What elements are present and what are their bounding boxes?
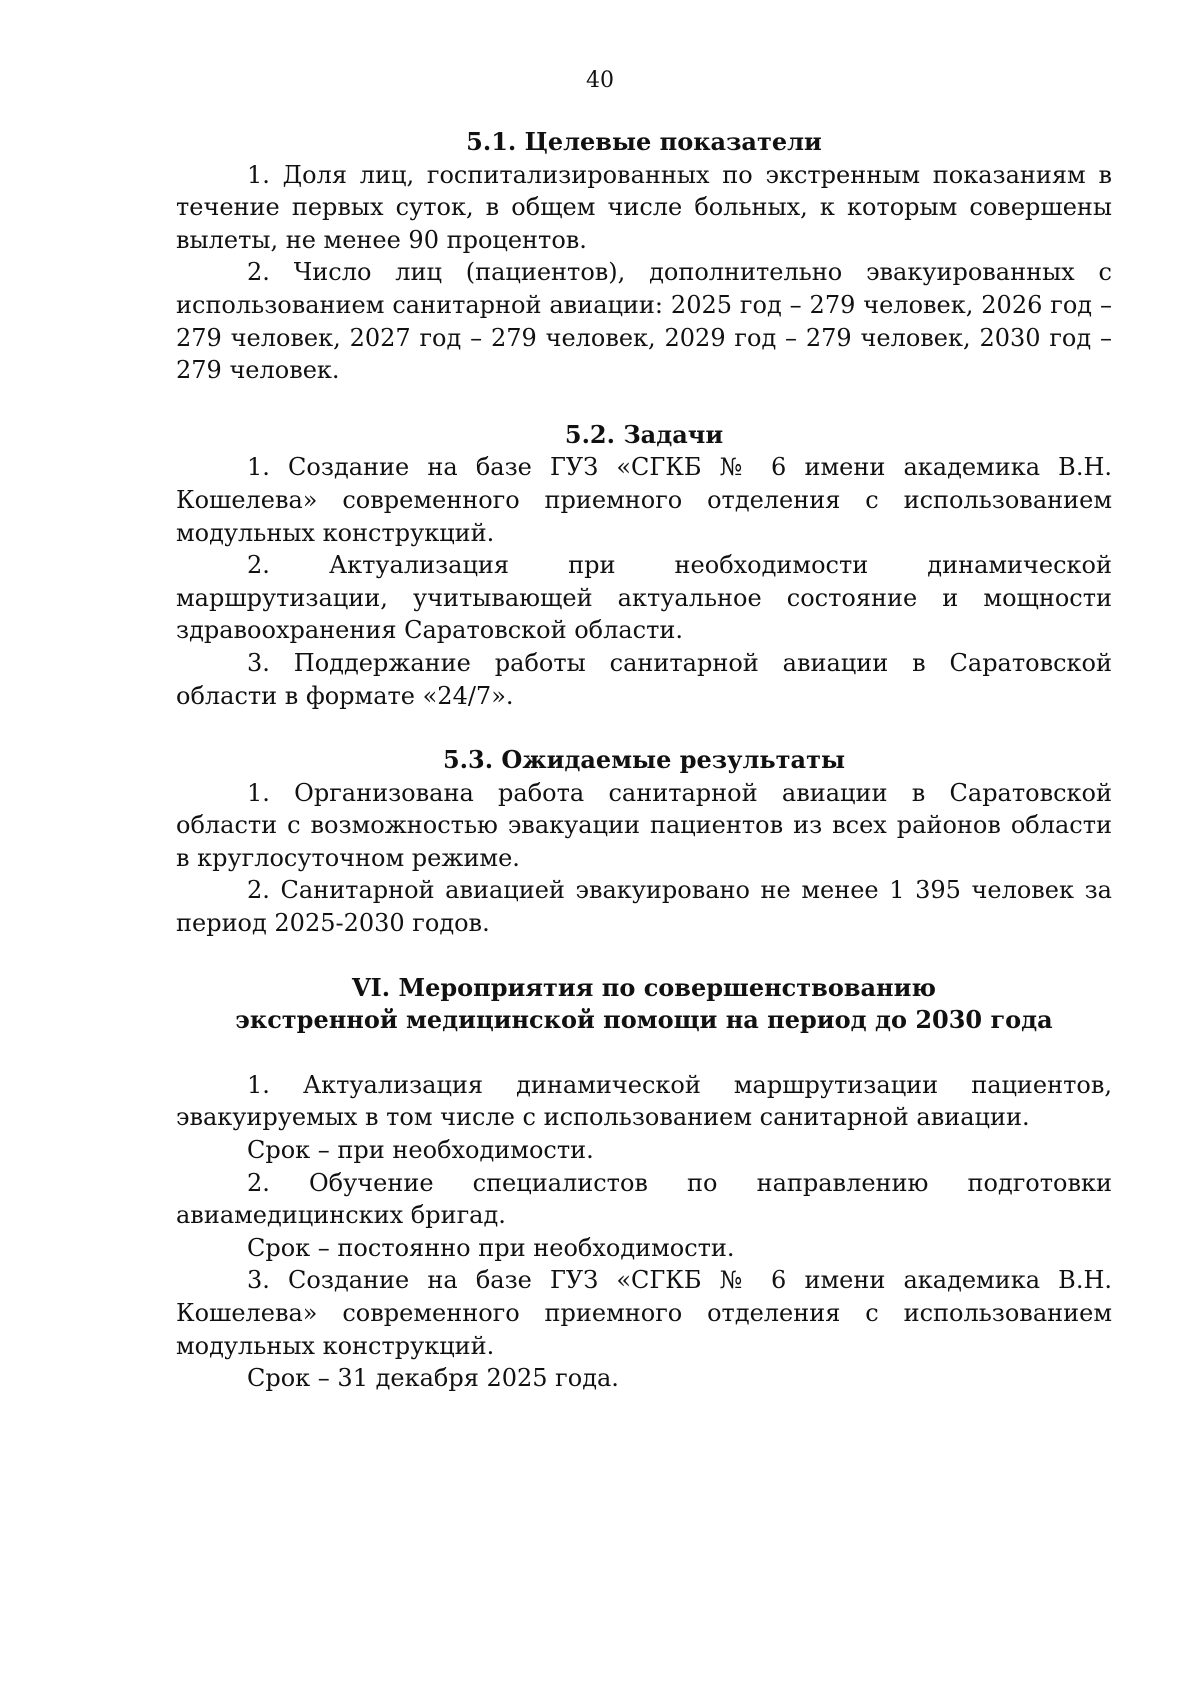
paragraph: 2. Актуализация при необходимости динамической маршрутизации, учитывающей актуальное состояние и мощности здравоохранения Саратовской области. (176, 551, 1112, 645)
section-heading-line: VI. Мероприятия по совершенствованию (351, 972, 937, 1002)
deadline-line: Срок – постоянно при необходимости. (247, 1233, 735, 1262)
paragraph: 3. Создание на базе ГУЗ «СГКБ № 6 имени академика В.Н. Кошелева» современного приемного отделения с использованием модульных конструкций. (176, 1266, 1112, 1360)
section-5-3 (176, 744, 1112, 940)
section-6-heading (176, 972, 1112, 1037)
paragraph: 1. Организована работа санитарной авиации в Саратовской области с возможностью эвакуации пациентов из всех районов области в круглосуточном режиме. (176, 778, 1112, 872)
section-5-1 (176, 126, 1112, 387)
paragraph: 1. Создание на базе ГУЗ «СГКБ № 6 имени академика В.Н. Кошелева» современного приемного отделения с использованием модульных конструкций. (176, 453, 1112, 547)
section-heading: 5.2. Задачи (564, 419, 724, 449)
page-number: 40 (586, 68, 614, 93)
section-heading: 5.1. Целевые показатели (466, 127, 822, 156)
section-5-2 (176, 419, 1112, 712)
paragraph: 2. Обучение специалистов по направлению подготовки авиамедицинских бригад. (176, 1168, 1112, 1230)
paragraph: 3. Поддержание работы санитарной авиации в Саратовской области в формате «24/7». (176, 648, 1112, 710)
section-6 (176, 972, 1112, 1395)
paragraph: 1. Актуализация динамической маршрутизации пациентов, эвакуируемых в том числе с использованием санитарной авиации. (176, 1070, 1112, 1132)
paragraph: 2. Число лиц (пациентов), дополнительно эвакуированных с использованием санитарной авиации: 2025 год – 279 человек, 2026 год – 279 человек, 2027 год – 279 человек, 2029 год – 279 человек, 2030 год – 279 человек. (176, 258, 1112, 385)
paragraph: 1. Доля лиц, госпитализированных по экстренным показаниям в течение первых суток, в общем числе больных, к которым совершены вылеты, не менее 90 процентов. (176, 160, 1112, 254)
document-body (176, 126, 1112, 1427)
deadline-line: Срок – при необходимости. (247, 1136, 594, 1165)
deadline-line: Срок – 31 декабря 2025 года. (247, 1364, 619, 1393)
paragraph: 2. Санитарной авиацией эвакуировано не менее 1 395 человек за период 2025-2030 годов. (176, 876, 1112, 938)
section-heading: 5.3. Ожидаемые результаты (442, 745, 846, 775)
section-heading-line: экстренной медицинской помощи на период до 2030 года (235, 1005, 1053, 1035)
